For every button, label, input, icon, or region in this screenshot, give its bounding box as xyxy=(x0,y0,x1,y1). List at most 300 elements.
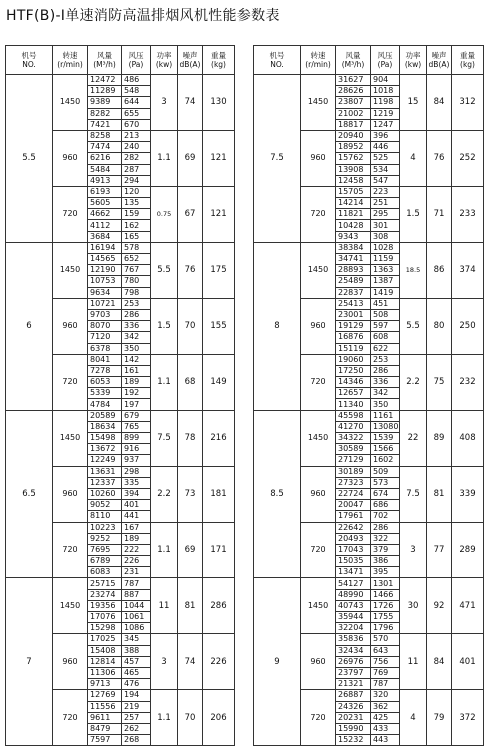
header-pressure xyxy=(122,46,151,75)
pressure-cell: 441 xyxy=(122,511,151,522)
pressure-cell: 268 xyxy=(122,735,151,746)
speed-cell: 1450 xyxy=(53,578,88,634)
flow-cell: 6789 xyxy=(88,556,122,567)
flow-cell: 9389 xyxy=(88,97,122,108)
performance-table-left xyxy=(5,45,235,746)
flow-cell: 7695 xyxy=(88,544,122,555)
power-cell: 1.5 xyxy=(151,298,178,354)
flow-cell: 32434 xyxy=(336,645,371,656)
pressure-cell: 379 xyxy=(371,544,400,555)
noise-cell: 89 xyxy=(427,410,452,466)
speed-cell: 1450 xyxy=(301,75,336,131)
weight-cell: 155 xyxy=(203,298,235,354)
speed-cell: 960 xyxy=(53,298,88,354)
flow-cell: 10428 xyxy=(336,220,371,231)
flow-cell: 20940 xyxy=(336,130,371,141)
table-row xyxy=(254,410,484,421)
flow-cell: 9252 xyxy=(88,533,122,544)
pressure-cell: 548 xyxy=(122,86,151,97)
flow-cell: 13908 xyxy=(336,164,371,175)
speed-cell: 960 xyxy=(301,634,336,690)
flow-cell: 6378 xyxy=(88,343,122,354)
weight-cell: 181 xyxy=(203,466,235,522)
flow-cell: 18952 xyxy=(336,142,371,153)
pressure-cell: 899 xyxy=(122,433,151,444)
pressure-cell: 578 xyxy=(122,242,151,253)
flow-cell: 35836 xyxy=(336,634,371,645)
flow-cell: 8041 xyxy=(88,354,122,365)
noise-cell: 70 xyxy=(178,298,203,354)
noise-cell: 76 xyxy=(427,130,452,186)
pressure-cell: 679 xyxy=(122,410,151,421)
pressure-cell: 253 xyxy=(371,354,400,365)
flow-cell: 27323 xyxy=(336,477,371,488)
pressure-cell: 223 xyxy=(371,186,400,197)
weight-cell: 121 xyxy=(203,186,235,242)
noise-cell: 69 xyxy=(178,522,203,578)
pressure-cell: 194 xyxy=(122,690,151,701)
flow-cell: 9052 xyxy=(88,500,122,511)
pressure-cell: 451 xyxy=(371,298,400,309)
power-cell: 15 xyxy=(400,75,427,131)
pressure-cell: 1796 xyxy=(371,623,400,634)
flow-cell: 41270 xyxy=(336,421,371,432)
weight-cell: 312 xyxy=(452,75,484,131)
header-noise-en: dB(A) xyxy=(179,60,201,69)
weight-cell: 233 xyxy=(452,186,484,242)
flow-cell: 8070 xyxy=(88,321,122,332)
speed-cell: 1450 xyxy=(301,410,336,466)
weight-cell: 226 xyxy=(203,634,235,690)
pressure-cell: 798 xyxy=(122,287,151,298)
pressure-cell: 189 xyxy=(122,377,151,388)
power-cell: 7.5 xyxy=(400,466,427,522)
header-pressure xyxy=(371,46,400,75)
pressure-cell: 1301 xyxy=(371,578,400,589)
header-weight-cn: 重量 xyxy=(460,50,475,60)
flow-cell: 14346 xyxy=(336,377,371,388)
flow-cell: 28893 xyxy=(336,265,371,276)
pressure-cell: 192 xyxy=(122,388,151,399)
flow-cell: 9713 xyxy=(88,679,122,690)
flow-cell: 7421 xyxy=(88,119,122,130)
flow-cell: 22724 xyxy=(336,488,371,499)
pressure-cell: 282 xyxy=(122,153,151,164)
noise-cell: 76 xyxy=(178,242,203,298)
flow-cell: 4913 xyxy=(88,175,122,186)
pressure-cell: 167 xyxy=(122,522,151,533)
power-cell: 30 xyxy=(400,578,427,634)
power-cell: 3 xyxy=(151,75,178,131)
pressure-cell: 13080 xyxy=(371,421,400,432)
table-row xyxy=(6,75,235,86)
flow-cell: 15232 xyxy=(336,735,371,746)
speed-cell: 720 xyxy=(301,522,336,578)
flow-cell: 6193 xyxy=(88,186,122,197)
pressure-cell: 336 xyxy=(122,321,151,332)
speed-cell: 720 xyxy=(53,522,88,578)
noise-cell: 67 xyxy=(178,186,203,242)
pressure-cell: 395 xyxy=(371,567,400,578)
header-power-en: (kw) xyxy=(155,60,173,69)
pressure-cell: 702 xyxy=(371,511,400,522)
flow-cell: 48990 xyxy=(336,589,371,600)
flow-cell: 6053 xyxy=(88,377,122,388)
speed-cell: 1450 xyxy=(53,75,88,131)
header-noise xyxy=(178,46,203,75)
noise-cell: 69 xyxy=(178,130,203,186)
pressure-cell: 294 xyxy=(122,175,151,186)
model-cell: 8 xyxy=(254,242,301,410)
power-cell: 11 xyxy=(400,634,427,690)
flow-cell: 7474 xyxy=(88,142,122,153)
flow-cell: 25715 xyxy=(88,578,122,589)
pressure-cell: 1247 xyxy=(371,119,400,130)
pressure-cell: 231 xyxy=(122,567,151,578)
speed-cell: 960 xyxy=(53,466,88,522)
noise-cell: 68 xyxy=(178,354,203,410)
flow-cell: 17250 xyxy=(336,365,371,376)
flow-cell: 6083 xyxy=(88,567,122,578)
table-row xyxy=(6,578,235,589)
power-cell: 4 xyxy=(400,130,427,186)
flow-cell: 5339 xyxy=(88,388,122,399)
header-pressure-en: (Pa) xyxy=(377,60,393,69)
weight-cell: 250 xyxy=(452,298,484,354)
flow-cell: 15762 xyxy=(336,153,371,164)
model-cell: 7.5 xyxy=(254,75,301,243)
pressure-cell: 937 xyxy=(122,455,151,466)
speed-cell: 1450 xyxy=(301,578,336,634)
header-weight-en: (kg) xyxy=(460,60,475,69)
flow-cell: 22642 xyxy=(336,522,371,533)
pressure-cell: 320 xyxy=(371,690,400,701)
pressure-cell: 787 xyxy=(371,679,400,690)
flow-cell: 40743 xyxy=(336,600,371,611)
pressure-cell: 780 xyxy=(122,276,151,287)
noise-cell: 78 xyxy=(178,410,203,466)
pressure-cell: 189 xyxy=(122,533,151,544)
speed-cell: 960 xyxy=(301,130,336,186)
weight-cell: 401 xyxy=(452,634,484,690)
pressure-cell: 1602 xyxy=(371,455,400,466)
power-cell: 18.5 xyxy=(400,242,427,298)
header-pressure-en: (Pa) xyxy=(128,60,144,69)
pressure-cell: 295 xyxy=(371,209,400,220)
performance-table-right xyxy=(253,45,484,746)
header-row xyxy=(254,46,484,75)
power-cell: 1.1 xyxy=(151,130,178,186)
pressure-cell: 655 xyxy=(122,108,151,119)
flow-cell: 10260 xyxy=(88,488,122,499)
power-cell: 22 xyxy=(400,410,427,466)
header-pressure-cn: 风压 xyxy=(128,50,144,60)
pressure-cell: 570 xyxy=(371,634,400,645)
header-flow-en: (M³/h) xyxy=(93,60,116,69)
flow-cell: 12190 xyxy=(88,265,122,276)
header-speed-en: (r/min) xyxy=(57,60,83,69)
flow-cell: 12337 xyxy=(88,477,122,488)
pressure-cell: 159 xyxy=(122,209,151,220)
header-flow xyxy=(88,46,122,75)
pressure-cell: 262 xyxy=(122,723,151,734)
pressure-cell: 350 xyxy=(122,343,151,354)
flow-cell: 15498 xyxy=(88,433,122,444)
pressure-cell: 608 xyxy=(371,332,400,343)
pressure-cell: 1566 xyxy=(371,444,400,455)
flow-cell: 22837 xyxy=(336,287,371,298)
header-weight-cn: 重量 xyxy=(211,50,226,60)
flow-cell: 34741 xyxy=(336,254,371,265)
pressure-cell: 362 xyxy=(371,701,400,712)
flow-cell: 12814 xyxy=(88,656,122,667)
flow-cell: 12249 xyxy=(88,455,122,466)
model-cell: 7 xyxy=(6,578,53,746)
weight-cell: 175 xyxy=(203,242,235,298)
header-model-cn: 机号 xyxy=(269,50,285,60)
flow-cell: 19060 xyxy=(336,354,371,365)
pressure-cell: 1061 xyxy=(122,612,151,623)
power-cell: 3 xyxy=(151,634,178,690)
flow-cell: 21002 xyxy=(336,108,371,119)
pressure-cell: 446 xyxy=(371,142,400,153)
pressure-cell: 1539 xyxy=(371,433,400,444)
flow-cell: 6216 xyxy=(88,153,122,164)
flow-cell: 17025 xyxy=(88,634,122,645)
noise-cell: 73 xyxy=(178,466,203,522)
flow-cell: 13471 xyxy=(336,567,371,578)
flow-cell: 30189 xyxy=(336,466,371,477)
flow-cell: 21321 xyxy=(336,679,371,690)
flow-cell: 27129 xyxy=(336,455,371,466)
pressure-cell: 769 xyxy=(371,667,400,678)
flow-cell: 8110 xyxy=(88,511,122,522)
flow-cell: 9611 xyxy=(88,712,122,723)
flow-cell: 20493 xyxy=(336,533,371,544)
pressure-cell: 509 xyxy=(371,466,400,477)
power-cell: 4 xyxy=(400,690,427,746)
pressure-cell: 686 xyxy=(371,500,400,511)
pressure-cell: 120 xyxy=(122,186,151,197)
pressure-cell: 286 xyxy=(122,309,151,320)
weight-cell: 206 xyxy=(203,690,235,746)
flow-cell: 15035 xyxy=(336,556,371,567)
flow-cell: 23001 xyxy=(336,309,371,320)
flow-cell: 4784 xyxy=(88,399,122,410)
flow-cell: 4112 xyxy=(88,220,122,231)
speed-cell: 1450 xyxy=(53,410,88,466)
pressure-cell: 301 xyxy=(371,220,400,231)
flow-cell: 8258 xyxy=(88,130,122,141)
pressure-cell: 547 xyxy=(371,175,400,186)
weight-cell: 372 xyxy=(452,690,484,746)
flow-cell: 17961 xyxy=(336,511,371,522)
pressure-cell: 486 xyxy=(122,75,151,86)
pressure-cell: 1387 xyxy=(371,276,400,287)
pressure-cell: 240 xyxy=(122,142,151,153)
flow-cell: 9343 xyxy=(336,231,371,242)
noise-cell: 74 xyxy=(178,75,203,131)
flow-cell: 16194 xyxy=(88,242,122,253)
weight-cell: 232 xyxy=(452,354,484,410)
flow-cell: 20047 xyxy=(336,500,371,511)
flow-cell: 15990 xyxy=(336,723,371,734)
pressure-cell: 1466 xyxy=(371,589,400,600)
power-cell: 2.2 xyxy=(400,354,427,410)
header-weight xyxy=(452,46,484,75)
header-noise-en: dB(A) xyxy=(428,60,450,69)
header-speed xyxy=(53,46,88,75)
pressure-cell: 386 xyxy=(371,556,400,567)
pressure-cell: 162 xyxy=(122,220,151,231)
pressure-cell: 1419 xyxy=(371,287,400,298)
flow-cell: 26887 xyxy=(336,690,371,701)
pressure-cell: 165 xyxy=(122,231,151,242)
flow-cell: 9634 xyxy=(88,287,122,298)
speed-cell: 960 xyxy=(301,466,336,522)
table-row xyxy=(254,242,484,253)
header-row xyxy=(6,46,235,75)
flow-cell: 24326 xyxy=(336,701,371,712)
header-model xyxy=(6,46,53,75)
speed-cell: 960 xyxy=(301,298,336,354)
noise-cell: 92 xyxy=(427,578,452,634)
header-speed xyxy=(301,46,336,75)
model-cell: 6.5 xyxy=(6,410,53,578)
noise-cell: 84 xyxy=(427,634,452,690)
flow-cell: 16876 xyxy=(336,332,371,343)
flow-cell: 17076 xyxy=(88,612,122,623)
flow-cell: 19129 xyxy=(336,321,371,332)
flow-cell: 8479 xyxy=(88,723,122,734)
pressure-cell: 286 xyxy=(371,522,400,533)
header-model-cn: 机号 xyxy=(21,50,37,60)
pressure-cell: 257 xyxy=(122,712,151,723)
speed-cell: 720 xyxy=(301,354,336,410)
flow-cell: 34322 xyxy=(336,433,371,444)
pressure-cell: 1161 xyxy=(371,410,400,421)
weight-cell: 471 xyxy=(452,578,484,634)
weight-cell: 374 xyxy=(452,242,484,298)
header-model xyxy=(254,46,301,75)
weight-cell: 130 xyxy=(203,75,235,131)
weight-cell: 216 xyxy=(203,410,235,466)
header-power xyxy=(400,46,427,75)
pressure-cell: 388 xyxy=(122,645,151,656)
speed-cell: 720 xyxy=(53,186,88,242)
pressure-cell: 135 xyxy=(122,198,151,209)
flow-cell: 8282 xyxy=(88,108,122,119)
noise-cell: 81 xyxy=(178,578,203,634)
header-power-cn: 功率 xyxy=(156,50,172,60)
flow-cell: 11289 xyxy=(88,86,122,97)
flow-cell: 17043 xyxy=(336,544,371,555)
pressure-cell: 1726 xyxy=(371,600,400,611)
header-flow-cn: 风量 xyxy=(97,50,112,60)
pressure-cell: 1363 xyxy=(371,265,400,276)
flow-cell: 20231 xyxy=(336,712,371,723)
flow-cell: 11306 xyxy=(88,667,122,678)
pressure-cell: 287 xyxy=(122,164,151,175)
flow-cell: 9703 xyxy=(88,309,122,320)
pressure-cell: 887 xyxy=(122,589,151,600)
pressure-cell: 286 xyxy=(371,365,400,376)
power-cell: 1.1 xyxy=(151,354,178,410)
pressure-cell: 443 xyxy=(371,735,400,746)
pressure-cell: 573 xyxy=(371,477,400,488)
pressure-cell: 1086 xyxy=(122,623,151,634)
flow-cell: 12458 xyxy=(336,175,371,186)
speed-cell: 720 xyxy=(53,354,88,410)
pressure-cell: 597 xyxy=(371,321,400,332)
pressure-cell: 508 xyxy=(371,309,400,320)
flow-cell: 23274 xyxy=(88,589,122,600)
pressure-cell: 1159 xyxy=(371,254,400,265)
speed-cell: 720 xyxy=(301,690,336,746)
flow-cell: 11340 xyxy=(336,399,371,410)
pressure-cell: 787 xyxy=(122,578,151,589)
power-cell: 1.1 xyxy=(151,690,178,746)
weight-cell: 289 xyxy=(452,522,484,578)
flow-cell: 12769 xyxy=(88,690,122,701)
power-cell: 5.5 xyxy=(400,298,427,354)
power-cell: 7.5 xyxy=(151,410,178,466)
pressure-cell: 142 xyxy=(122,354,151,365)
flow-cell: 32204 xyxy=(336,623,371,634)
speed-cell: 1450 xyxy=(301,242,336,298)
table-row xyxy=(254,578,484,589)
flow-cell: 10721 xyxy=(88,298,122,309)
table-row xyxy=(254,75,484,86)
noise-cell: 75 xyxy=(427,354,452,410)
pressure-cell: 342 xyxy=(122,332,151,343)
pressure-cell: 904 xyxy=(371,75,400,86)
flow-cell: 15408 xyxy=(88,645,122,656)
pressure-cell: 457 xyxy=(122,656,151,667)
pressure-cell: 253 xyxy=(122,298,151,309)
flow-cell: 15705 xyxy=(336,186,371,197)
pressure-cell: 1755 xyxy=(371,612,400,623)
speed-cell: 960 xyxy=(53,634,88,690)
pressure-cell: 219 xyxy=(122,701,151,712)
noise-cell: 84 xyxy=(427,75,452,131)
noise-cell: 80 xyxy=(427,298,452,354)
flow-cell: 3684 xyxy=(88,231,122,242)
pressure-cell: 335 xyxy=(122,477,151,488)
pressure-cell: 765 xyxy=(122,421,151,432)
header-power-en: (kw) xyxy=(404,60,422,69)
model-cell: 6 xyxy=(6,242,53,410)
header-flow-cn: 风量 xyxy=(345,50,361,60)
pressure-cell: 222 xyxy=(122,544,151,555)
power-cell: 2.2 xyxy=(151,466,178,522)
noise-cell: 81 xyxy=(427,466,452,522)
header-power xyxy=(151,46,178,75)
flow-cell: 25489 xyxy=(336,276,371,287)
pressure-cell: 1028 xyxy=(371,242,400,253)
pressure-cell: 767 xyxy=(122,265,151,276)
weight-cell: 252 xyxy=(452,130,484,186)
pressure-cell: 226 xyxy=(122,556,151,567)
pressure-cell: 1044 xyxy=(122,600,151,611)
flow-cell: 7120 xyxy=(88,332,122,343)
flow-cell: 13631 xyxy=(88,466,122,477)
speed-cell: 1450 xyxy=(53,242,88,298)
header-model-en: NO. xyxy=(22,60,36,69)
flow-cell: 18634 xyxy=(88,421,122,432)
speed-cell: 960 xyxy=(53,130,88,186)
pressure-cell: 251 xyxy=(371,198,400,209)
